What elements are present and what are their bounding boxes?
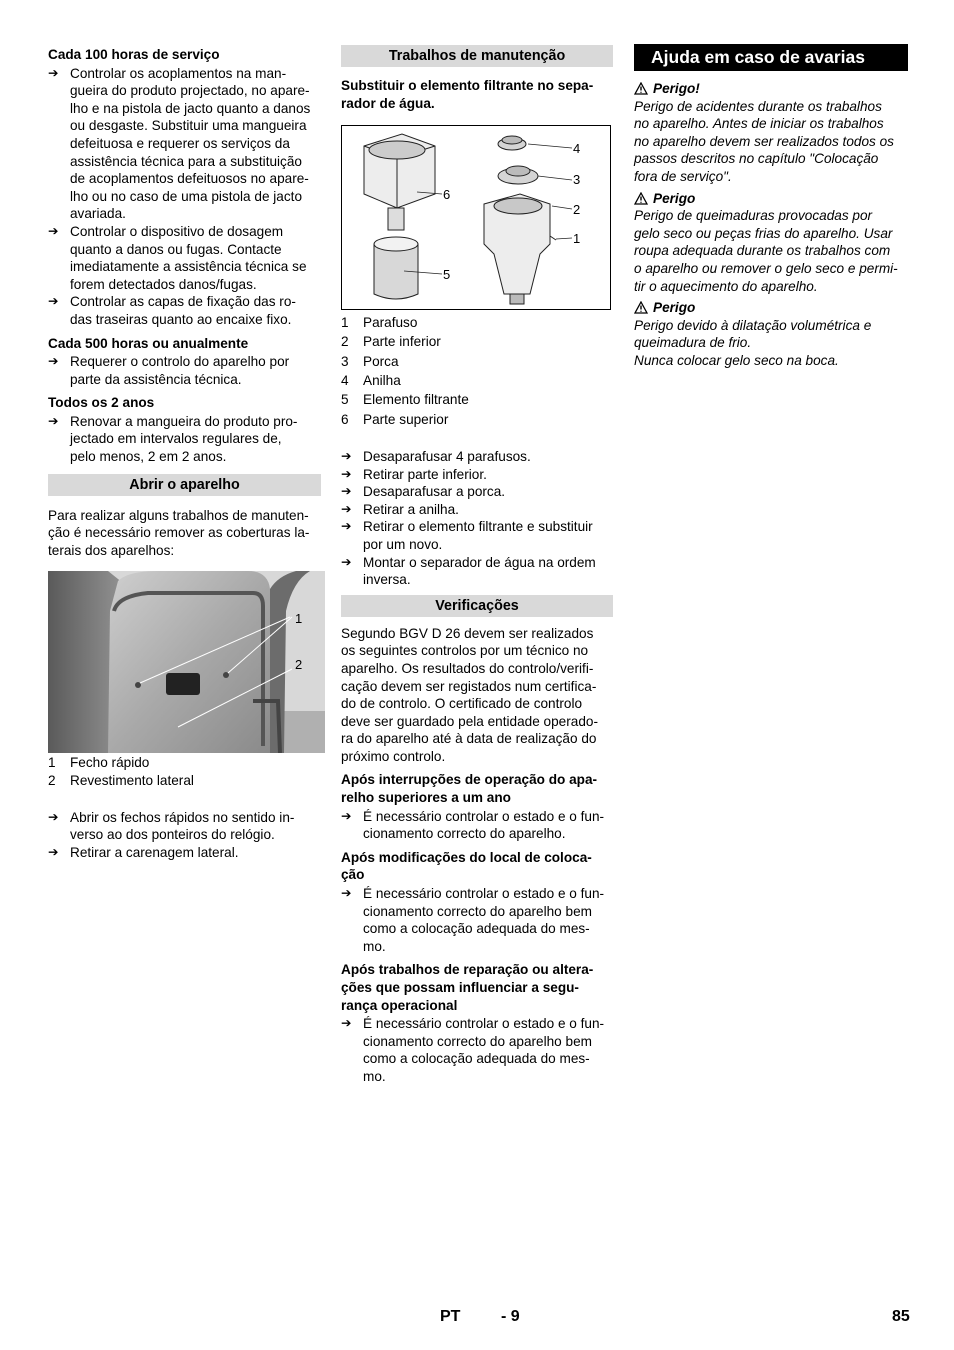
bullet-item (48, 223, 321, 293)
arrow-bullet-icon: ➔ (48, 809, 59, 824)
arrow-bullet-icon: ➔ (341, 484, 352, 499)
arrow-bullet-icon: ➔ (48, 413, 59, 428)
text-line: cação devem ser registados num certifica- (341, 678, 597, 694)
text-line: Renovar a mangueira do produto pro- (70, 413, 298, 429)
legend-number: 2 (341, 334, 349, 350)
legend-text: Revestimento lateral (70, 773, 194, 789)
legend-number: 1 (341, 315, 349, 331)
filter-title (341, 77, 613, 112)
text-line: imediatamente a assistência técnica se (70, 259, 307, 275)
text-line: rança operacional (341, 997, 458, 1013)
bullet-item (341, 483, 613, 501)
legend-item (341, 332, 613, 351)
text-line: parte da assistência técnica. (70, 371, 242, 387)
bullet-item (341, 501, 613, 519)
text-line: Desaparafusar 4 parafusos. (363, 448, 531, 464)
bullet-item (341, 518, 613, 553)
open-steps (48, 809, 321, 862)
text-line: lho e na pistola de jacto quanto a danos (70, 100, 311, 116)
after-location-change-title (341, 849, 613, 884)
left-column (48, 44, 321, 861)
legend-number: 5 (341, 392, 349, 408)
text-line: Abrir os fechos rápidos no sentido in- (70, 809, 295, 825)
text-line: Para realizar alguns trabalhos de manuten- (48, 507, 309, 523)
text-line: Controlar os acoplamentos na man- (70, 65, 287, 81)
text-line: Retirar parte inferior. (363, 466, 487, 482)
text-line: Requerer o controlo do aparelho por (70, 354, 290, 370)
section-title-troubleshooting: Ajuda em caso de avarias (634, 44, 908, 71)
text-line: jectado em intervalos regulares de, (70, 431, 282, 447)
text-line: quanto a danos ou fugas. Contacte (70, 241, 282, 257)
text-line: fora de serviço". (634, 168, 732, 184)
arrow-bullet-icon: ➔ (341, 519, 352, 534)
callout-3: 3 (573, 172, 581, 188)
text-line: Após interrupções de operação do apa- (341, 772, 598, 788)
text-line: cionamento correcto do aparelho. (363, 826, 566, 842)
text-line: Perigo de queimaduras provocadas por (634, 208, 873, 224)
list-2years (48, 413, 321, 466)
arrow-bullet-icon: ➔ (341, 448, 352, 463)
warning-triangle-icon (634, 192, 648, 205)
bullet-item (48, 293, 321, 328)
after-interruption-title (341, 771, 613, 806)
text-line: Controlar as capas de fixação das ro- (70, 294, 296, 310)
after-interruption-list (341, 808, 613, 843)
text-line: Montar o separador de água na ordem (363, 554, 596, 570)
warning-label: Perigo! (653, 81, 700, 96)
filter-steps (341, 448, 613, 589)
legend-number: 6 (341, 411, 349, 427)
text-line: É necessário controlar o estado e o fun- (363, 808, 605, 824)
callout-4: 4 (573, 141, 581, 157)
text-line: mo. (363, 938, 386, 954)
text-line: mo. (363, 1068, 386, 1084)
text-line: Substituir o elemento filtrante no sepa- (341, 78, 594, 93)
arrow-bullet-icon: ➔ (341, 808, 352, 823)
section-bar-checks: Verificações (341, 595, 613, 617)
callout-2: 2 (573, 202, 581, 218)
warning-triangle-icon (634, 82, 648, 95)
legend-item (341, 371, 613, 390)
callout-2: 2 (295, 657, 303, 673)
text-line: gueira do produto projectado, no apare- (70, 83, 310, 99)
figure-legend (48, 754, 321, 789)
text-line: Controlar o dispositivo de dosagem (70, 223, 284, 239)
text-line: próximo controlo. (341, 748, 446, 764)
text-line: pelo menos, 2 em 2 anos. (70, 449, 227, 465)
bullet-item (48, 353, 321, 388)
arrow-bullet-icon: ➔ (341, 886, 352, 901)
text-line: aparelho. Os resultados do controlo/verifi- (341, 660, 594, 676)
open-paragraph (48, 507, 321, 560)
text-line: terais dos aparelhos: (48, 542, 175, 558)
bullet-item (341, 1015, 613, 1085)
bullet-item (48, 65, 321, 223)
text-line: rador de água. (341, 95, 435, 111)
legend-text: Fecho rápido (70, 755, 150, 771)
text-line: roupa adequada durante os trabalhos com (634, 243, 891, 259)
text-line: Perigo devido à dilatação volumétrica e (634, 317, 872, 333)
bullet-item (341, 448, 613, 466)
callout-1: 1 (573, 231, 581, 247)
text-line: Perigo de acidentes durante os trabalhos (634, 98, 882, 114)
text-line: Retirar o elemento filtrante e substituir (363, 519, 593, 535)
footer-section: - 9 (501, 1308, 520, 1325)
arrow-bullet-icon: ➔ (48, 65, 59, 80)
warning-heading (634, 190, 908, 208)
bullet-item (341, 808, 613, 843)
text-line: do de controlo. O certificado de controlo (341, 696, 583, 712)
bullet-item (341, 885, 613, 955)
text-line: queimadura de frio. (634, 335, 752, 351)
arrow-bullet-icon: ➔ (341, 554, 352, 569)
legend-item (341, 352, 613, 371)
list-100h (48, 65, 321, 329)
arrow-bullet-icon: ➔ (48, 354, 59, 369)
text-line: Após modificações do local de coloca- (341, 849, 592, 865)
legend-item (341, 313, 613, 332)
legend-item (48, 754, 321, 772)
warning-label: Perigo (653, 300, 696, 316)
warning-label: Perigo (653, 190, 696, 206)
text-line: assistência técnica para a substituição (70, 153, 302, 169)
bullet-item (341, 466, 613, 484)
water-separator-figure (341, 125, 611, 310)
figure-legend (341, 313, 613, 429)
text-line: lho ou no caso de uma pistola de jacto (70, 188, 303, 204)
bullet-item (341, 554, 613, 589)
text-line: Retirar a carenagem lateral. (70, 844, 239, 860)
text-line: por um novo. (363, 536, 443, 552)
text-line: os seguintes controlos por um técnico no (341, 643, 589, 659)
footer-language: PT (440, 1308, 461, 1325)
warning-heading (634, 299, 908, 317)
callout-5: 5 (443, 267, 451, 283)
text-line: no aparelho devem ser realizados todos os (634, 133, 894, 149)
text-line: como a colocação adequada do mes- (363, 1051, 590, 1067)
list-500h (48, 353, 321, 388)
legend-item (48, 772, 321, 790)
text-line: cionamento correcto do aparelho bem (363, 1033, 592, 1049)
section-title-500h: Cada 500 horas ou anualmente (48, 335, 249, 351)
text-line: no aparelho. Antes de iniciar os trabalhos (634, 116, 884, 132)
right-column (634, 44, 908, 374)
text-line: ra do aparelho até à data de realização do (341, 731, 597, 747)
text-line: deve ser guardado pela entidade operado- (341, 713, 598, 729)
text-line: avariada. (70, 206, 126, 222)
legend-number: 1 (48, 755, 56, 771)
text-line: tir o aquecimento do aparelho. (634, 278, 818, 294)
text-line: É necessário controlar o estado e o fun- (363, 886, 605, 902)
section-bar-maintenance: Trabalhos de manutenção (341, 45, 613, 67)
bullet-item (48, 809, 321, 844)
section-title-100h: Cada 100 horas de serviço (48, 47, 220, 62)
legend-number: 4 (341, 373, 349, 389)
text-line: o aparelho ou remover o gelo seco e permi- (634, 260, 898, 276)
section-bar-open: Abrir o aparelho (48, 474, 321, 496)
legend-text: Parte inferior (363, 334, 441, 350)
arrow-bullet-icon: ➔ (341, 466, 352, 481)
bullet-item (48, 413, 321, 466)
separator-drawing (342, 126, 610, 309)
legend-number: 3 (341, 353, 349, 369)
text-line: como a colocação adequada do mes- (363, 921, 590, 937)
device-side-cover-figure (48, 571, 325, 753)
warning-block (634, 299, 908, 369)
text-line: verso ao dos ponteiros do relógio. (70, 827, 275, 843)
warnings (634, 80, 908, 370)
middle-column (341, 44, 613, 1086)
legend-number: 2 (48, 773, 56, 789)
arrow-bullet-icon: ➔ (341, 501, 352, 516)
arrow-bullet-icon: ➔ (48, 294, 59, 309)
legend-text: Porca (363, 353, 399, 369)
legend-item (341, 390, 613, 409)
text-line: forem detectados danos/fugas. (70, 276, 257, 292)
legend-item (341, 410, 613, 429)
footer-page-number: 85 (892, 1308, 910, 1325)
text-line: ções que possam influenciar a segu- (341, 980, 579, 995)
legend-text: Anilha (363, 373, 401, 389)
checks-paragraph (341, 625, 613, 766)
text-line: Nunca colocar gelo seco na boca. (634, 352, 839, 368)
device-photo (48, 571, 325, 753)
text-line: inversa. (363, 572, 411, 588)
text-line: Após trabalhos de reparação ou altera- (341, 962, 594, 978)
text-line: É necessário controlar o estado e o fun- (363, 1016, 605, 1032)
text-line: ção é necessário remover as coberturas la- (48, 525, 310, 541)
section-title-2years: Todos os 2 anos (48, 395, 155, 411)
after-location-change-list (341, 885, 613, 955)
text-line: Desaparafusar a porca. (363, 484, 506, 500)
legend-text: Parte superior (363, 411, 449, 427)
text-line: cionamento correcto do aparelho bem (363, 903, 592, 919)
legend-text: Parafuso (363, 315, 418, 331)
text-line: Segundo BGV D 26 devem ser realizados (341, 625, 594, 641)
callout-6: 6 (443, 187, 451, 203)
warning-block (634, 80, 908, 186)
text-line: das traseiras quanto ao encaixe fixo. (70, 311, 292, 327)
legend-text: Elemento filtrante (363, 392, 469, 408)
warning-triangle-icon (634, 301, 648, 314)
text-line: ção (341, 867, 365, 883)
arrow-bullet-icon: ➔ (341, 1016, 352, 1031)
after-repair-list (341, 1015, 613, 1085)
after-repair-title (341, 961, 613, 1014)
warning-heading (634, 80, 908, 98)
warning-block (634, 190, 908, 296)
bullet-item (48, 844, 321, 862)
text-line: relho superiores a um ano (341, 790, 511, 806)
text-line: Retirar a anilha. (363, 501, 459, 517)
text-line: gelo seco ou peças frias do aparelho. Usar (634, 225, 893, 241)
arrow-bullet-icon: ➔ (48, 223, 59, 238)
text-line: ou desgaste. Substituir uma mangueira (70, 118, 307, 134)
arrow-bullet-icon: ➔ (48, 844, 59, 859)
text-line: de acoplamentos defeituosos no apare- (70, 171, 309, 187)
callout-1: 1 (295, 611, 303, 627)
text-line: defeituosa e requerer os serviços da (70, 135, 290, 151)
text-line: passos descritos no capítulo "Colocação (634, 151, 879, 167)
